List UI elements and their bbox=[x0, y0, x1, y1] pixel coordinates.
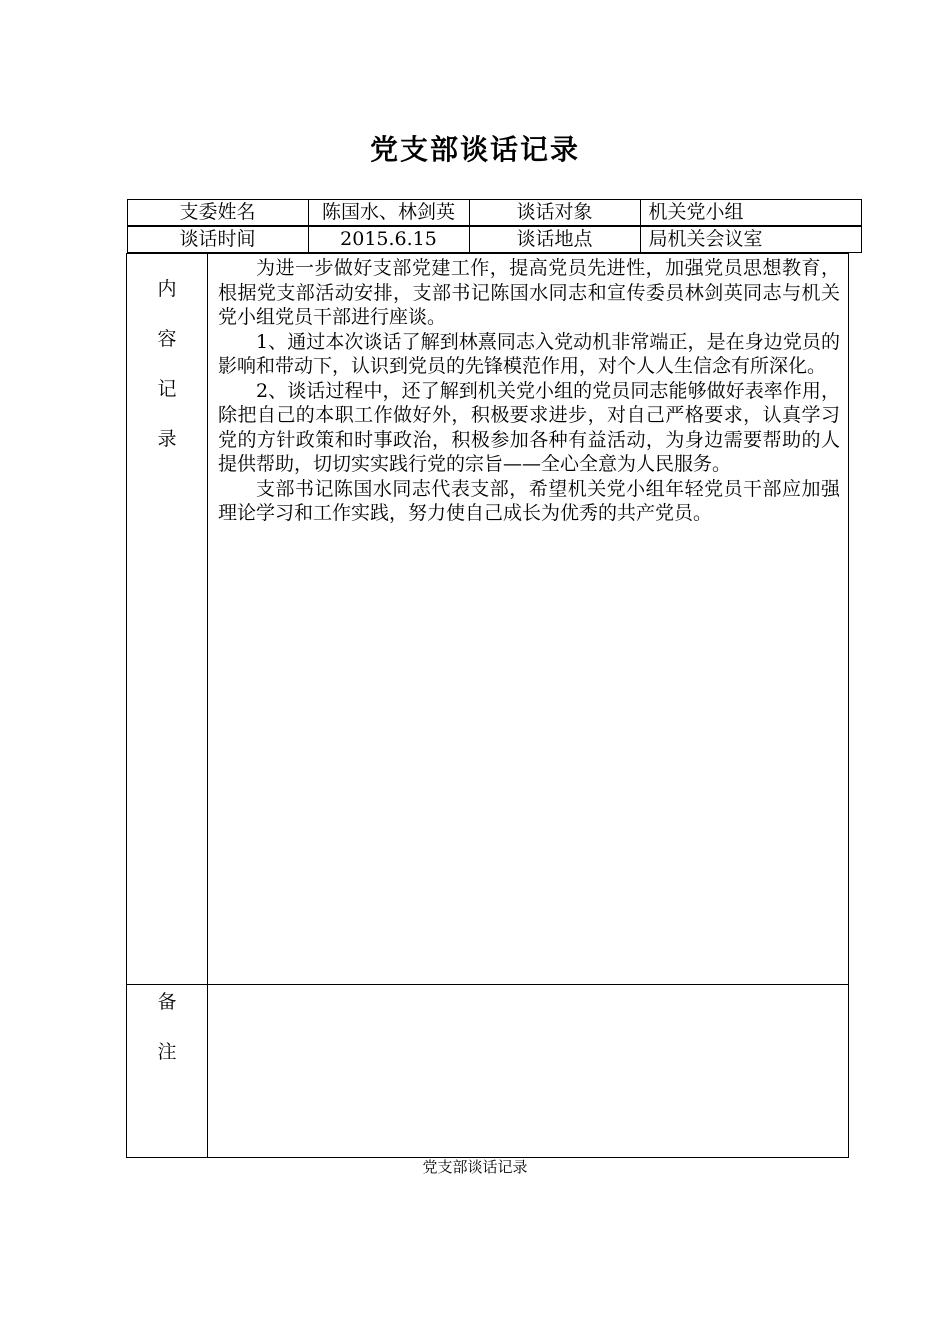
value-interviewee: 机关党小组 bbox=[640, 200, 861, 226]
label-committee-names: 支委姓名 bbox=[127, 200, 308, 226]
header-row-1 bbox=[127, 199, 849, 226]
record-table bbox=[126, 199, 849, 1158]
remarks-body bbox=[208, 985, 849, 1158]
content-body bbox=[208, 254, 849, 985]
paragraph: 1、通过本次谈话了解到林熹同志入党动机非常端正，是在身边党员的影响和带动下，认识到党员的先锋模范作用，对个人人生信念有所深化。 bbox=[218, 330, 840, 377]
label-talk-place: 谈话地点 bbox=[469, 227, 640, 253]
content-row bbox=[127, 254, 849, 985]
label-talk-time: 谈话时间 bbox=[127, 227, 308, 253]
label-interviewee: 谈话对象 bbox=[469, 200, 640, 226]
value-talk-place: 局机关会议室 bbox=[640, 227, 861, 253]
paragraph: 为进一步做好支部党建工作，提高党员先进性，加强党员思想教育，根据党支部活动安排，支部书记陈国水同志和宣传委员林剑英同志与机关党小组党员干部进行座谈。 bbox=[218, 257, 840, 328]
paragraph: 2、谈话过程中，还了解到机关党小组的党员同志能够做好表率作用，除把自己的本职工作做好外，积极要求进步，对自己严格要求，认真学习党的方针政策和时事政治，积极参加各种有益活动，为身边需要帮助的人提供帮助，切切实实践行党的宗旨——全心全意为人民服务。 bbox=[218, 379, 840, 475]
header-row-2 bbox=[127, 226, 849, 254]
document-title: 党支部谈话记录 bbox=[369, 133, 580, 166]
value-talk-time: 2015.6.15 bbox=[308, 227, 469, 253]
content-label: 内 容 记 录 bbox=[127, 254, 208, 985]
page-footer: 党支部谈话记录 bbox=[422, 1158, 528, 1176]
remarks-row bbox=[127, 985, 849, 1158]
value-committee-names: 陈国水、林剑英 bbox=[308, 200, 469, 226]
remarks-label: 备 注 bbox=[127, 985, 208, 1158]
paragraph: 支部书记陈国水同志代表支部，希望机关党小组年轻党员干部应加强理论学习和工作实践，努力使自己成长为优秀的共产党员。 bbox=[218, 477, 840, 524]
